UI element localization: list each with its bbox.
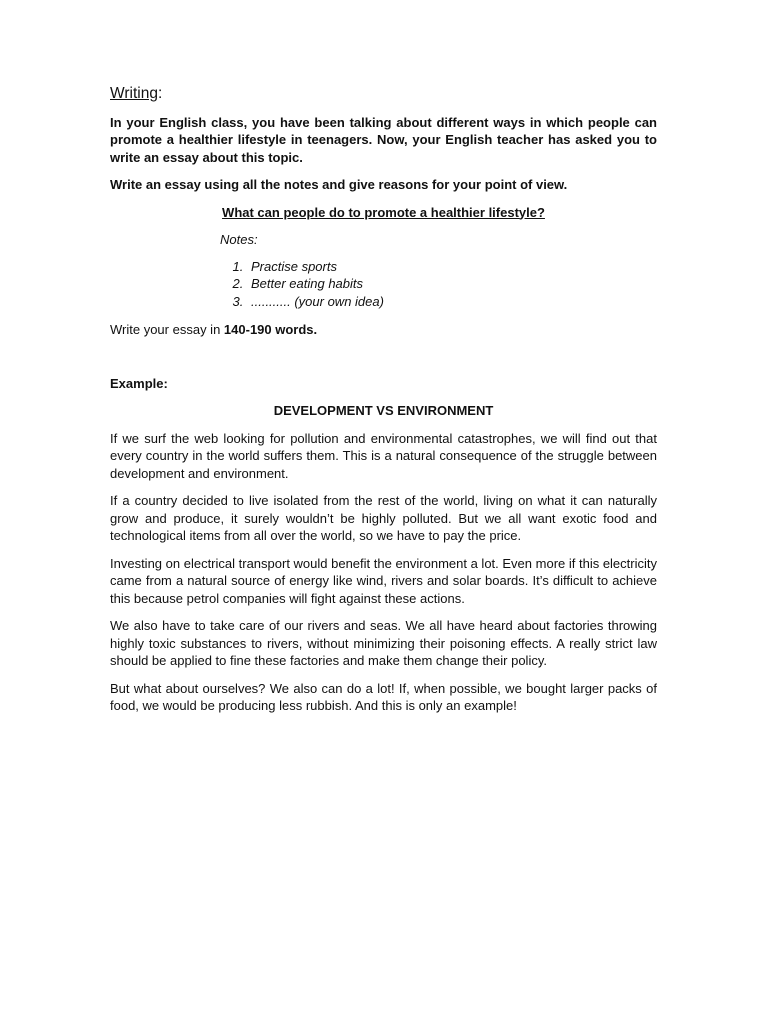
example-paragraph: If a country decided to live isolated from the rest of the world, living on what it can naturally grow and produce, it surely wouldn’t be highly polluted. But we all want exotic food and technological items from all over the world, so we have to pay the price. [110,493,657,543]
task-intro: In your English class, you have been talking about different ways in which people can promote a healthier lifestyle in teenagers. Now, your English teacher has asked you to write an essay about this topic. [110,114,657,165]
heading-colon: : [157,85,163,102]
essay-question: What can people do to promote a healthier lifestyle? [222,204,545,220]
note-item: 1. Practise sports [247,258,657,276]
note-item: 3. ........... (your own idea) [247,293,657,311]
notes-list [110,258,657,311]
example-paragraph: We also have to take care of our rivers and seas. We all have heard about factories throwing highly toxic substances to rivers, without minimizing their poisoning effects. A really strict law should be applied to fine these factories and make them change their policy. [110,618,657,668]
word-count-prefix: Write your essay in [110,322,224,337]
heading-text: Writing [110,85,158,102]
example-paragraph: But what about ourselves? We also can do a lot! If, when possible, we bought larger packs of food, we would be producing less rubbish. And this is only an example! [110,680,657,713]
section-heading [110,85,657,103]
note-item: 2. Better eating habits [247,275,657,293]
notes-label: Notes: [220,232,258,247]
word-count-range: 140-190 words. [223,322,318,337]
document-content [110,85,657,725]
example-paragraph: Investing on electrical transport would benefit the environment a lot. Even more if this electricity came from a natural source of energy like wind, rivers and solar boards. It’s difficult to achieve this because petrol companies will fight against these actions. [110,555,657,606]
task-instruction: Write an essay using all the notes and give reasons for your point of view. [110,177,568,192]
example-paragraph: If we surf the web looking for pollution and environmental catastrophes, we will find out that every country in the world suffers them. This is a natural consequence of the struggle between development and environment. [110,430,657,481]
example-label: Example: [110,375,168,391]
word-count-instruction [110,321,657,339]
spacer [110,349,657,375]
example-title: DEVELOPMENT VS ENVIRONMENT [273,403,494,418]
